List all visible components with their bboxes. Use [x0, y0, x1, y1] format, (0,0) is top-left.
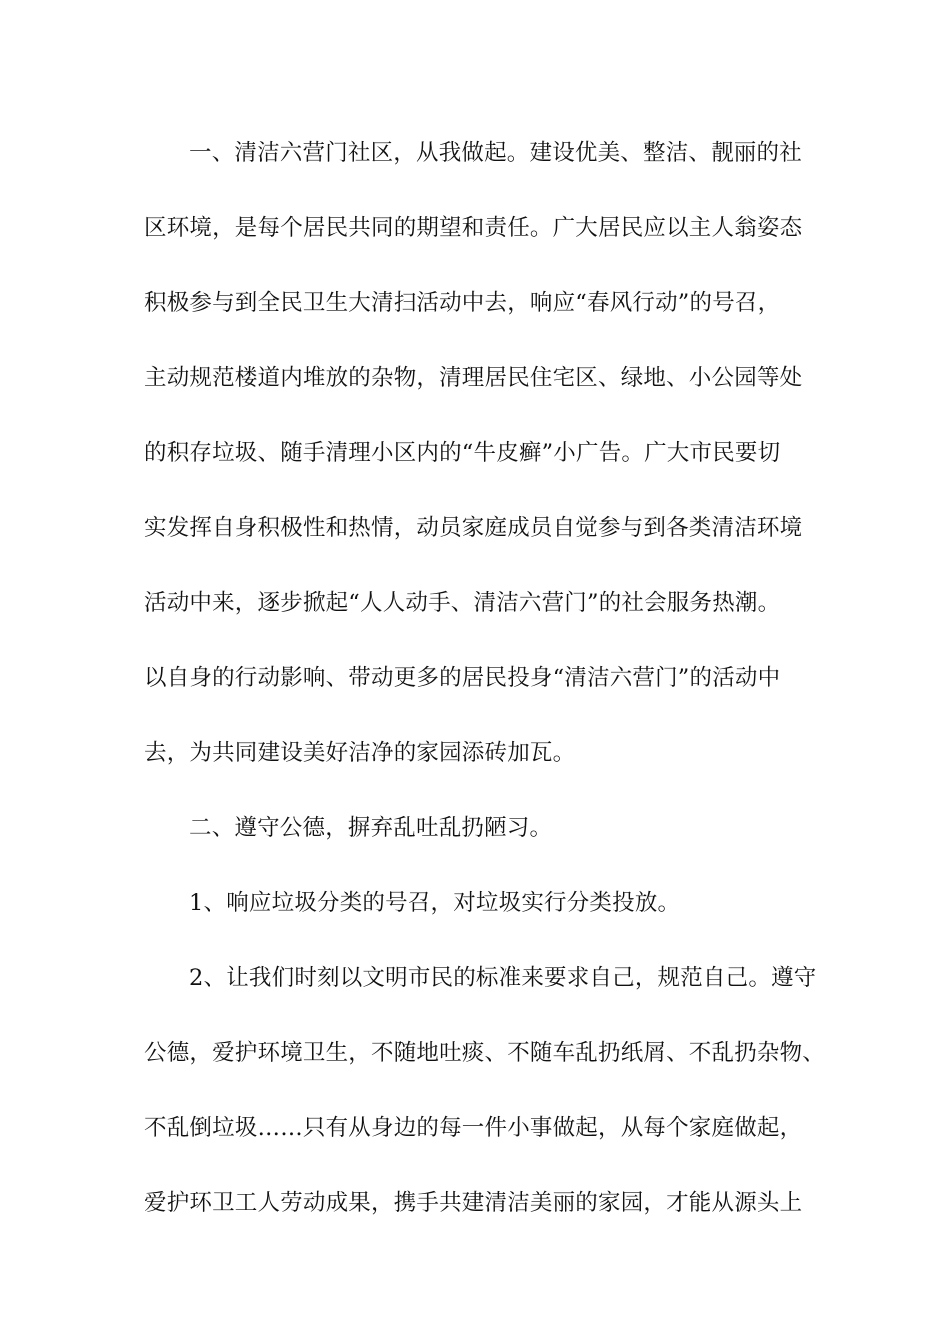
- paragraph-line: 不乱倒垃圾……只有从身边的每一件小事做起，从每个家庭做起，: [144, 1115, 803, 1141]
- list-item: 1、响应垃圾分类的号召，对垃圾实行分类投放。: [189, 890, 681, 916]
- paragraph-line: 实发挥自身积极性和热情，动员家庭成员自觉参与到各类清洁环境: [144, 515, 803, 541]
- paragraph-line: 活动中来，逐步掀起“人人动手、清洁六营门”的社会服务热潮。: [144, 590, 781, 616]
- paragraph-line: 积极参与到全民卫生大清扫活动中去，响应“春风行动”的号召，: [144, 290, 781, 316]
- paragraph-line: 区环境，是每个居民共同的期望和责任。广大居民应以主人翁姿态: [144, 215, 803, 241]
- paragraph-line: 去，为共同建设美好洁净的家园添砖加瓦。: [144, 740, 576, 766]
- section-heading: 二、遵守公德，摒弃乱吐乱扔陋习。: [189, 815, 553, 841]
- document-body: [144, 135, 826, 1260]
- paragraph-line: 爱护环卫工人劳动成果，携手共建清洁美丽的家园，才能从源头上: [144, 1190, 803, 1216]
- paragraph-line: 一、清洁六营门社区，从我做起。建设优美、整洁、靓丽的社: [189, 140, 802, 166]
- list-item: 2、让我们时刻以文明市民的标准来要求自己，规范自己。遵守: [189, 965, 817, 991]
- paragraph-line: 的积存垃圾、随手清理小区内的“牛皮癣”小广告。广大市民要切: [144, 440, 781, 466]
- paragraph-line: 以自身的行动影响、带动更多的居民投身“清洁六营门”的活动中: [144, 665, 781, 691]
- paragraph-line: 公德，爱护环境卫生，不随地吐痰、不随车乱扔纸屑、不乱扔杂物、: [144, 1040, 826, 1066]
- paragraph-line: 主动规范楼道内堆放的杂物，清理居民住宅区、绿地、小公园等处: [144, 365, 803, 391]
